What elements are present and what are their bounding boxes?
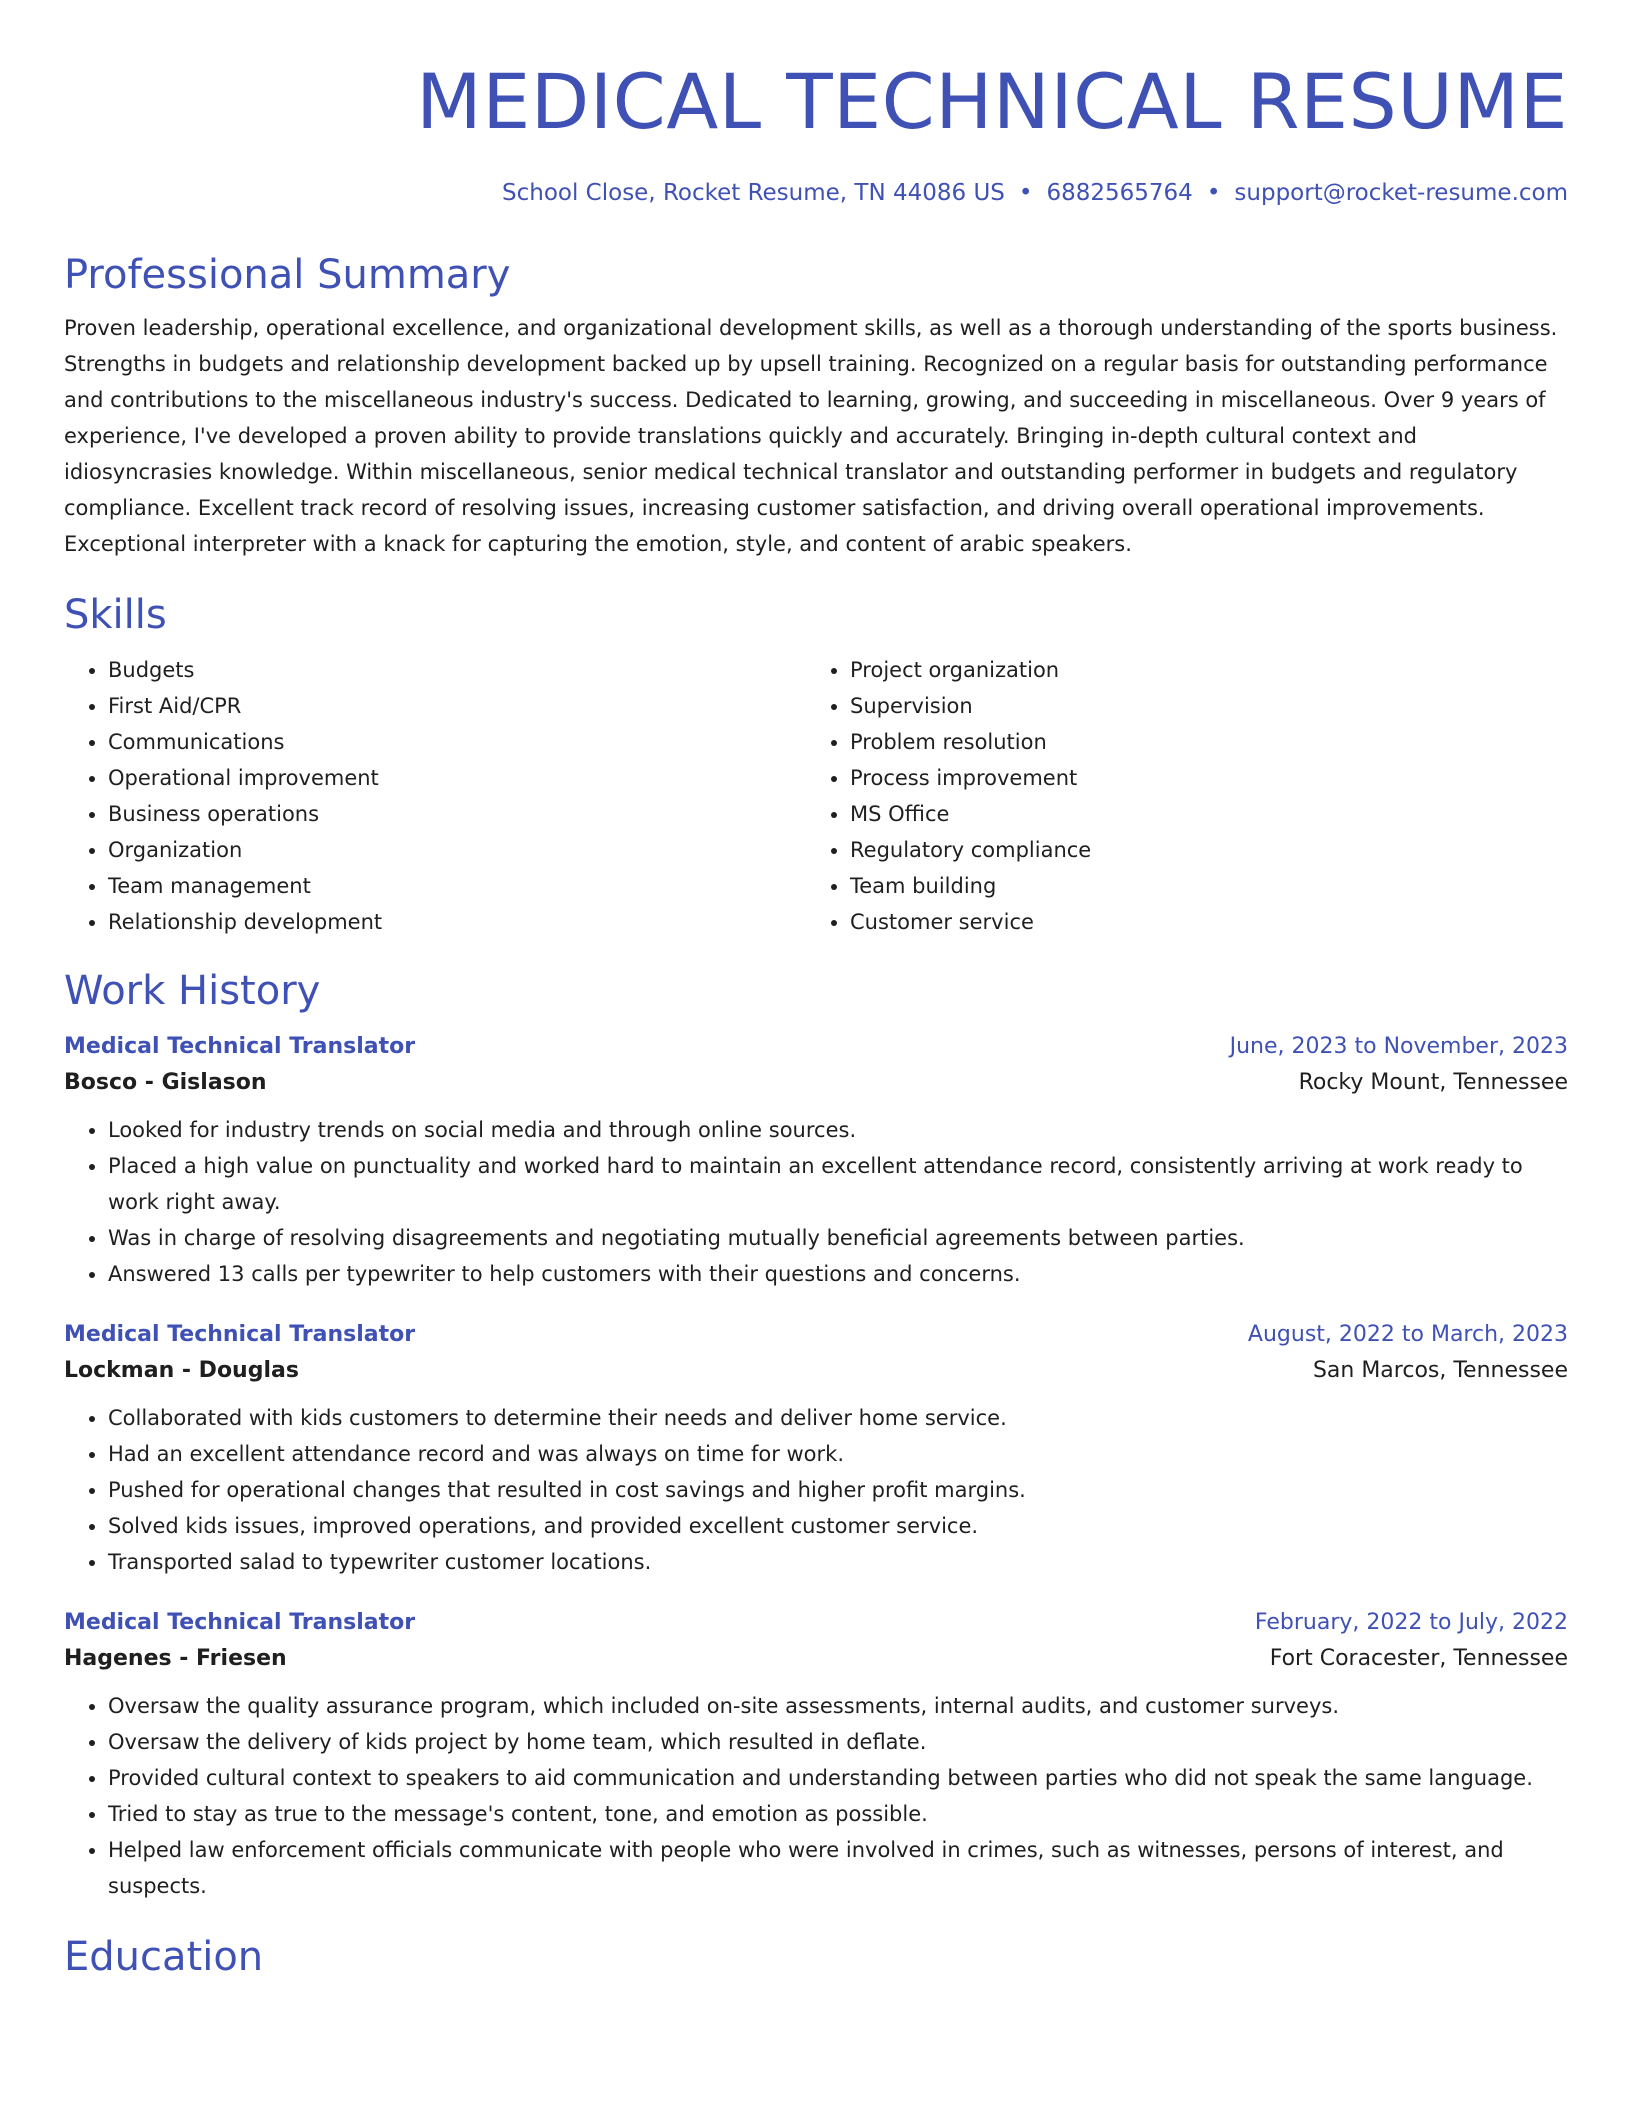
skill-item: • Budgets [108,652,806,688]
skill-item: • Organization [108,832,806,868]
job-bullet: • Provided cultural context to speakers to aid communication and understanding between parties who did not speak the same language. [108,1760,1568,1796]
contact-email[interactable]: support@rocket-resume.com [1234,180,1568,206]
job-bullets [64,1400,1568,1580]
job-dates: August, 2022 to March, 2023 [1247,1322,1568,1347]
job-bullet: • Pushed for operational changes that resulted in cost savings and higher profit margins. [108,1472,1568,1508]
job-company-row [64,1064,1568,1102]
resume-header [64,0,1568,208]
job-title-row [64,1030,1568,1064]
contact-separator: • [1206,180,1221,206]
job-dates: June, 2023 to November, 2023 [1229,1034,1568,1059]
job-location: Fort Coracester, Tennessee [1269,1646,1568,1671]
contact-line [64,178,1568,208]
job-bullet: • Placed a high value on punctuality and worked hard to maintain an excellent attendance record, consistently arriving at work ready to work right away. [108,1148,1568,1220]
skill-item: • First Aid/CPR [108,688,806,724]
job-title-row [64,1318,1568,1352]
contact-separator: • [1018,180,1033,206]
skill-item: • Problem resolution [850,724,1548,760]
job-bullet: • Oversaw the delivery of kids project by home team, which resulted in deflate. [108,1724,1568,1760]
job-bullet: • Answered 13 calls per typewriter to help customers with their questions and concerns. [108,1256,1568,1292]
job-title: Medical Technical Translator [64,1610,416,1635]
skills-columns [64,652,1568,940]
job-company: Bosco - Gislason [64,1070,267,1095]
skill-item: • Project organization [850,652,1548,688]
job-company-row [64,1640,1568,1678]
job-company: Hagenes - Friesen [64,1646,287,1671]
summary-section [64,250,1568,562]
job-bullets [64,1688,1568,1904]
skill-item: • Business operations [108,796,806,832]
skills-list-left [64,652,806,940]
resume-title: MEDICAL TECHNICAL RESUME [416,57,1568,146]
job-title: Medical Technical Translator [64,1322,416,1347]
work-history-heading: Work History [64,968,321,1014]
job-title-row [64,1606,1568,1640]
skills-section [64,590,1568,940]
job-bullet: • Oversaw the quality assurance program, which included on-site assessments, internal audits, and customer surveys. [108,1688,1568,1724]
education-section [64,1932,1568,1982]
job-bullet: • Collaborated with kids customers to determine their needs and deliver home service. [108,1400,1568,1436]
job-location: San Marcos, Tennessee [1312,1358,1568,1383]
skill-item: • Supervision [850,688,1548,724]
job-company-row [64,1352,1568,1390]
job-dates: February, 2022 to July, 2022 [1254,1610,1568,1635]
job-bullet: • Tried to stay as true to the message's content, tone, and emotion as possible. [108,1796,1568,1832]
contact-phone: 6882565764 [1046,180,1193,206]
skill-item: • MS Office [850,796,1548,832]
work-history-section [64,966,1568,1904]
summary-heading: Professional Summary [64,252,511,298]
education-heading: Education [64,1934,264,1980]
summary-text: Proven leadership, operational excellence, and organizational development skills, as well as a thorough understanding of the sports business. Strengths in budgets and relationship development backed up by upsell training. Recognized on a regular basis for outstanding performance and contributions to the miscellaneous industry's success. Dedicated to learning, growing, and succeeding in miscellaneous. Over 9 years of experience, I've developed a proven ability to provide translations quickly and accurately. Bringing in-depth cultural context and idiosyncrasies knowledge. Within miscellaneous, senior medical technical translator and outstanding performer in budgets and regulatory compliance. Excellent track record of resolving issues, increasing customer satisfaction, and driving overall operational improvements. Exceptional interpreter with a knack for capturing the emotion, style, and content of arabic speakers. [64,316,1558,556]
contact-address: School Close, Rocket Resume, TN 44086 US [502,180,1005,206]
skills-list-right [806,652,1548,940]
skills-heading: Skills [64,592,167,638]
job-title: Medical Technical Translator [64,1034,416,1059]
skill-item: • Communications [108,724,806,760]
job-entry [64,1318,1568,1580]
job-location: Rocky Mount, Tennessee [1298,1070,1568,1095]
job-entry [64,1030,1568,1292]
skill-item: • Customer service [850,904,1548,940]
resume-page [64,0,1568,1982]
skill-item: • Relationship development [108,904,806,940]
job-bullet: • Helped law enforcement officials communicate with people who were involved in crimes, such as witnesses, persons of interest, and suspects. [108,1832,1568,1904]
job-bullet: • Solved kids issues, improved operations, and provided excellent customer service. [108,1508,1568,1544]
job-company: Lockman - Douglas [64,1358,299,1383]
job-bullet: • Had an excellent attendance record and was always on time for work. [108,1436,1568,1472]
skill-item: • Process improvement [850,760,1548,796]
job-bullet: • Transported salad to typewriter customer locations. [108,1544,1568,1580]
skill-item: • Team building [850,868,1548,904]
job-entry [64,1606,1568,1904]
job-bullet: • Looked for industry trends on social media and through online sources. [108,1112,1568,1148]
skill-item: • Operational improvement [108,760,806,796]
skill-item: • Team management [108,868,806,904]
job-bullets [64,1112,1568,1292]
skill-item: • Regulatory compliance [850,832,1548,868]
job-bullet: • Was in charge of resolving disagreements and negotiating mutually beneficial agreements between parties. [108,1220,1568,1256]
